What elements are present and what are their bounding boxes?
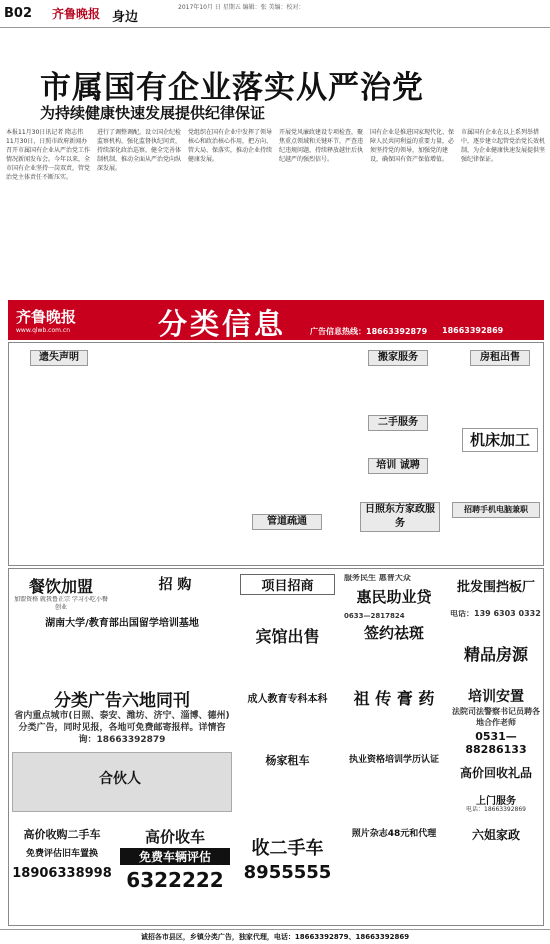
banner-title: 分类信息 [158, 307, 287, 341]
ad-shouer-phone: 8955555 [243, 862, 332, 883]
ad-zhaogou-title: 招 购 [158, 577, 192, 593]
label-yishi: 遗失声明 [30, 350, 88, 366]
ad-yangkang-title: 杨家租车 [265, 754, 310, 767]
ad-hunan-title: 湖南大学/教育部出国留学培训基地 [45, 618, 199, 629]
ad-huimin-phone: 0633—2817824 [344, 612, 405, 620]
ad-xiangmu-title: 项目招商 [240, 574, 335, 595]
ad-gaojiaershou-sub: 免费评估旧车置换 [25, 849, 98, 859]
ad-canyin-sub: 加盟资格 就我鲁正宗 学习小吃小餐创业 [14, 596, 108, 611]
ad-gaojiashouche-phone: 6322222 [126, 868, 224, 892]
ad-peixunan-sub: 法院司法警察书记员聘各地合作老师 [452, 707, 540, 727]
article-body [6, 128, 546, 296]
label-guandao: 管道疏通 [252, 514, 322, 530]
classified-banner [8, 300, 544, 340]
label-zhaoping: 招聘手机电脑兼职 [452, 502, 540, 518]
newspaper-logo: 齐鲁晚报 [52, 7, 101, 21]
ad-liujie-title: 六姐家政 [471, 828, 520, 842]
ad-qianyue-title: 签约祛斑 [363, 624, 424, 642]
subheadline: 为持续健康快速发展提供纪律保证 [40, 104, 266, 122]
banner-url: www.qlwb.com.cn [16, 327, 70, 334]
ad-gaojiahuishou-title: 高价回收礼品 [459, 766, 532, 780]
label-ershou: 二手服务 [368, 415, 428, 431]
page-number: B02 [4, 6, 32, 21]
headline: 市属国有企业落实从严治党 [40, 70, 424, 106]
ad-gaojiaershou-title: 高价收购二手车 [23, 828, 101, 841]
ad-jingpin-title: 精品房源 [463, 645, 528, 664]
label-banjia: 搬家服务 [368, 350, 428, 366]
ad-shouer-title: 收二手车 [251, 838, 324, 859]
ad-peixunan-phone: 0531—88286133 [465, 730, 527, 756]
banner-phone-2: 18663392869 [442, 326, 504, 335]
label-jichuang: 机床加工 [462, 428, 538, 452]
article-col-1: 本报11月30日讯记者 隋志伟 11月30日，日照市政府新闻办召开市属国有企业从严治党工作情况新闻发布会。今年以来，全市国有企业坚持一岗双责，管党治党主体责任不断压实。 [6, 129, 91, 181]
page-header [0, 0, 550, 28]
ad-huimin-title: 惠民助业贷 [356, 588, 432, 606]
ad-gaojiaershou-phone: 18906338998 [12, 866, 112, 881]
section-name: 身边 [112, 10, 139, 25]
article-col-2: 进行了调整调配，设立国企纪检监察机构，强化监督执纪问责，持续深化政治巡察，健全完善体制机制，推动全面从严治党向纵深发展。 [97, 129, 182, 172]
ad-gaojiashouche-title: 高价收车 [144, 828, 205, 846]
ad-shangmen-phone: 电话：18663392869 [466, 806, 526, 813]
article-col-6: 市属国有企业在以上系列举措中，逐步建立起管党治党长效机制，为企业健康快速发展提供坚强纪律保证。 [461, 129, 546, 163]
ad-huimin-tag: 服务民生 惠普大众 [344, 574, 411, 582]
banner-logo: 齐鲁晚报 [16, 308, 77, 326]
ad-peixunan-title: 培训安置 [468, 689, 524, 705]
article-col-5: 国有企业是推进国家现代化、保障人民共同利益的重要力量，必须坚持党的领导，加强党的建设，确保国有资产保值增值。 [370, 129, 455, 163]
classified-text-area [8, 342, 544, 566]
label-fangzu: 房租出售 [470, 350, 530, 366]
ad-pifa-title: 批发围挡板厂 [456, 580, 535, 595]
ad-shangmen-title: 上门服务 [476, 796, 516, 807]
page-footer: 诚招各市县区，乡镇分类广告，独家代理，电话：18663392879、18663392869 [0, 929, 550, 944]
article-col-4: 开展党风廉政建设专项检查，聚焦重点领域和关键环节，严查违纪违规问题，持续释放越往后执纪越严的强烈信号。 [279, 129, 364, 163]
label-peixun: 培训 诚聘 [368, 458, 428, 474]
ad-fenlei-title: 分类广告六地同刊 [54, 691, 190, 711]
ad-zhaopian-title: 照片杂志48元和代理 [351, 829, 437, 839]
ad-zuxiang-title: 祖 传 膏 药 [353, 689, 435, 708]
ad-gaojiashouche-sub: 免费车辆评估 [120, 848, 230, 865]
edition-meta: 2017年10月 日 星期五 编辑：张 美编：校对： [178, 4, 305, 11]
ad-hehuoren-title: 合伙人 [99, 771, 141, 787]
ad-fenlei-sub: 省内重点城市(日照、泰安、潍坊、济宁、淄博、德州)分类广告，同时见报，各地可免费邮寄报样。详情咨询：18663392879 [14, 711, 230, 745]
banner-hotline: 广告信息热线：18663392879 [310, 327, 428, 336]
ad-chengren-title: 成人教育专科本科 [247, 694, 328, 705]
label-rizhao: 日照东方家政服务 [360, 502, 440, 532]
ad-zhiye-title: 执业资格培训学历认证 [348, 755, 439, 765]
ad-pifa-phone: 电话：139 6303 0332 [450, 610, 541, 618]
ad-binguan-title: 宾馆出售 [255, 627, 320, 646]
article-col-3: 党组织在国有企业中发挥了领导核心和政治核心作用，把方向、管大局、保落实，推动企业持续健康发展。 [188, 129, 273, 163]
ad-canyin-title: 餐饮加盟 [28, 577, 93, 596]
